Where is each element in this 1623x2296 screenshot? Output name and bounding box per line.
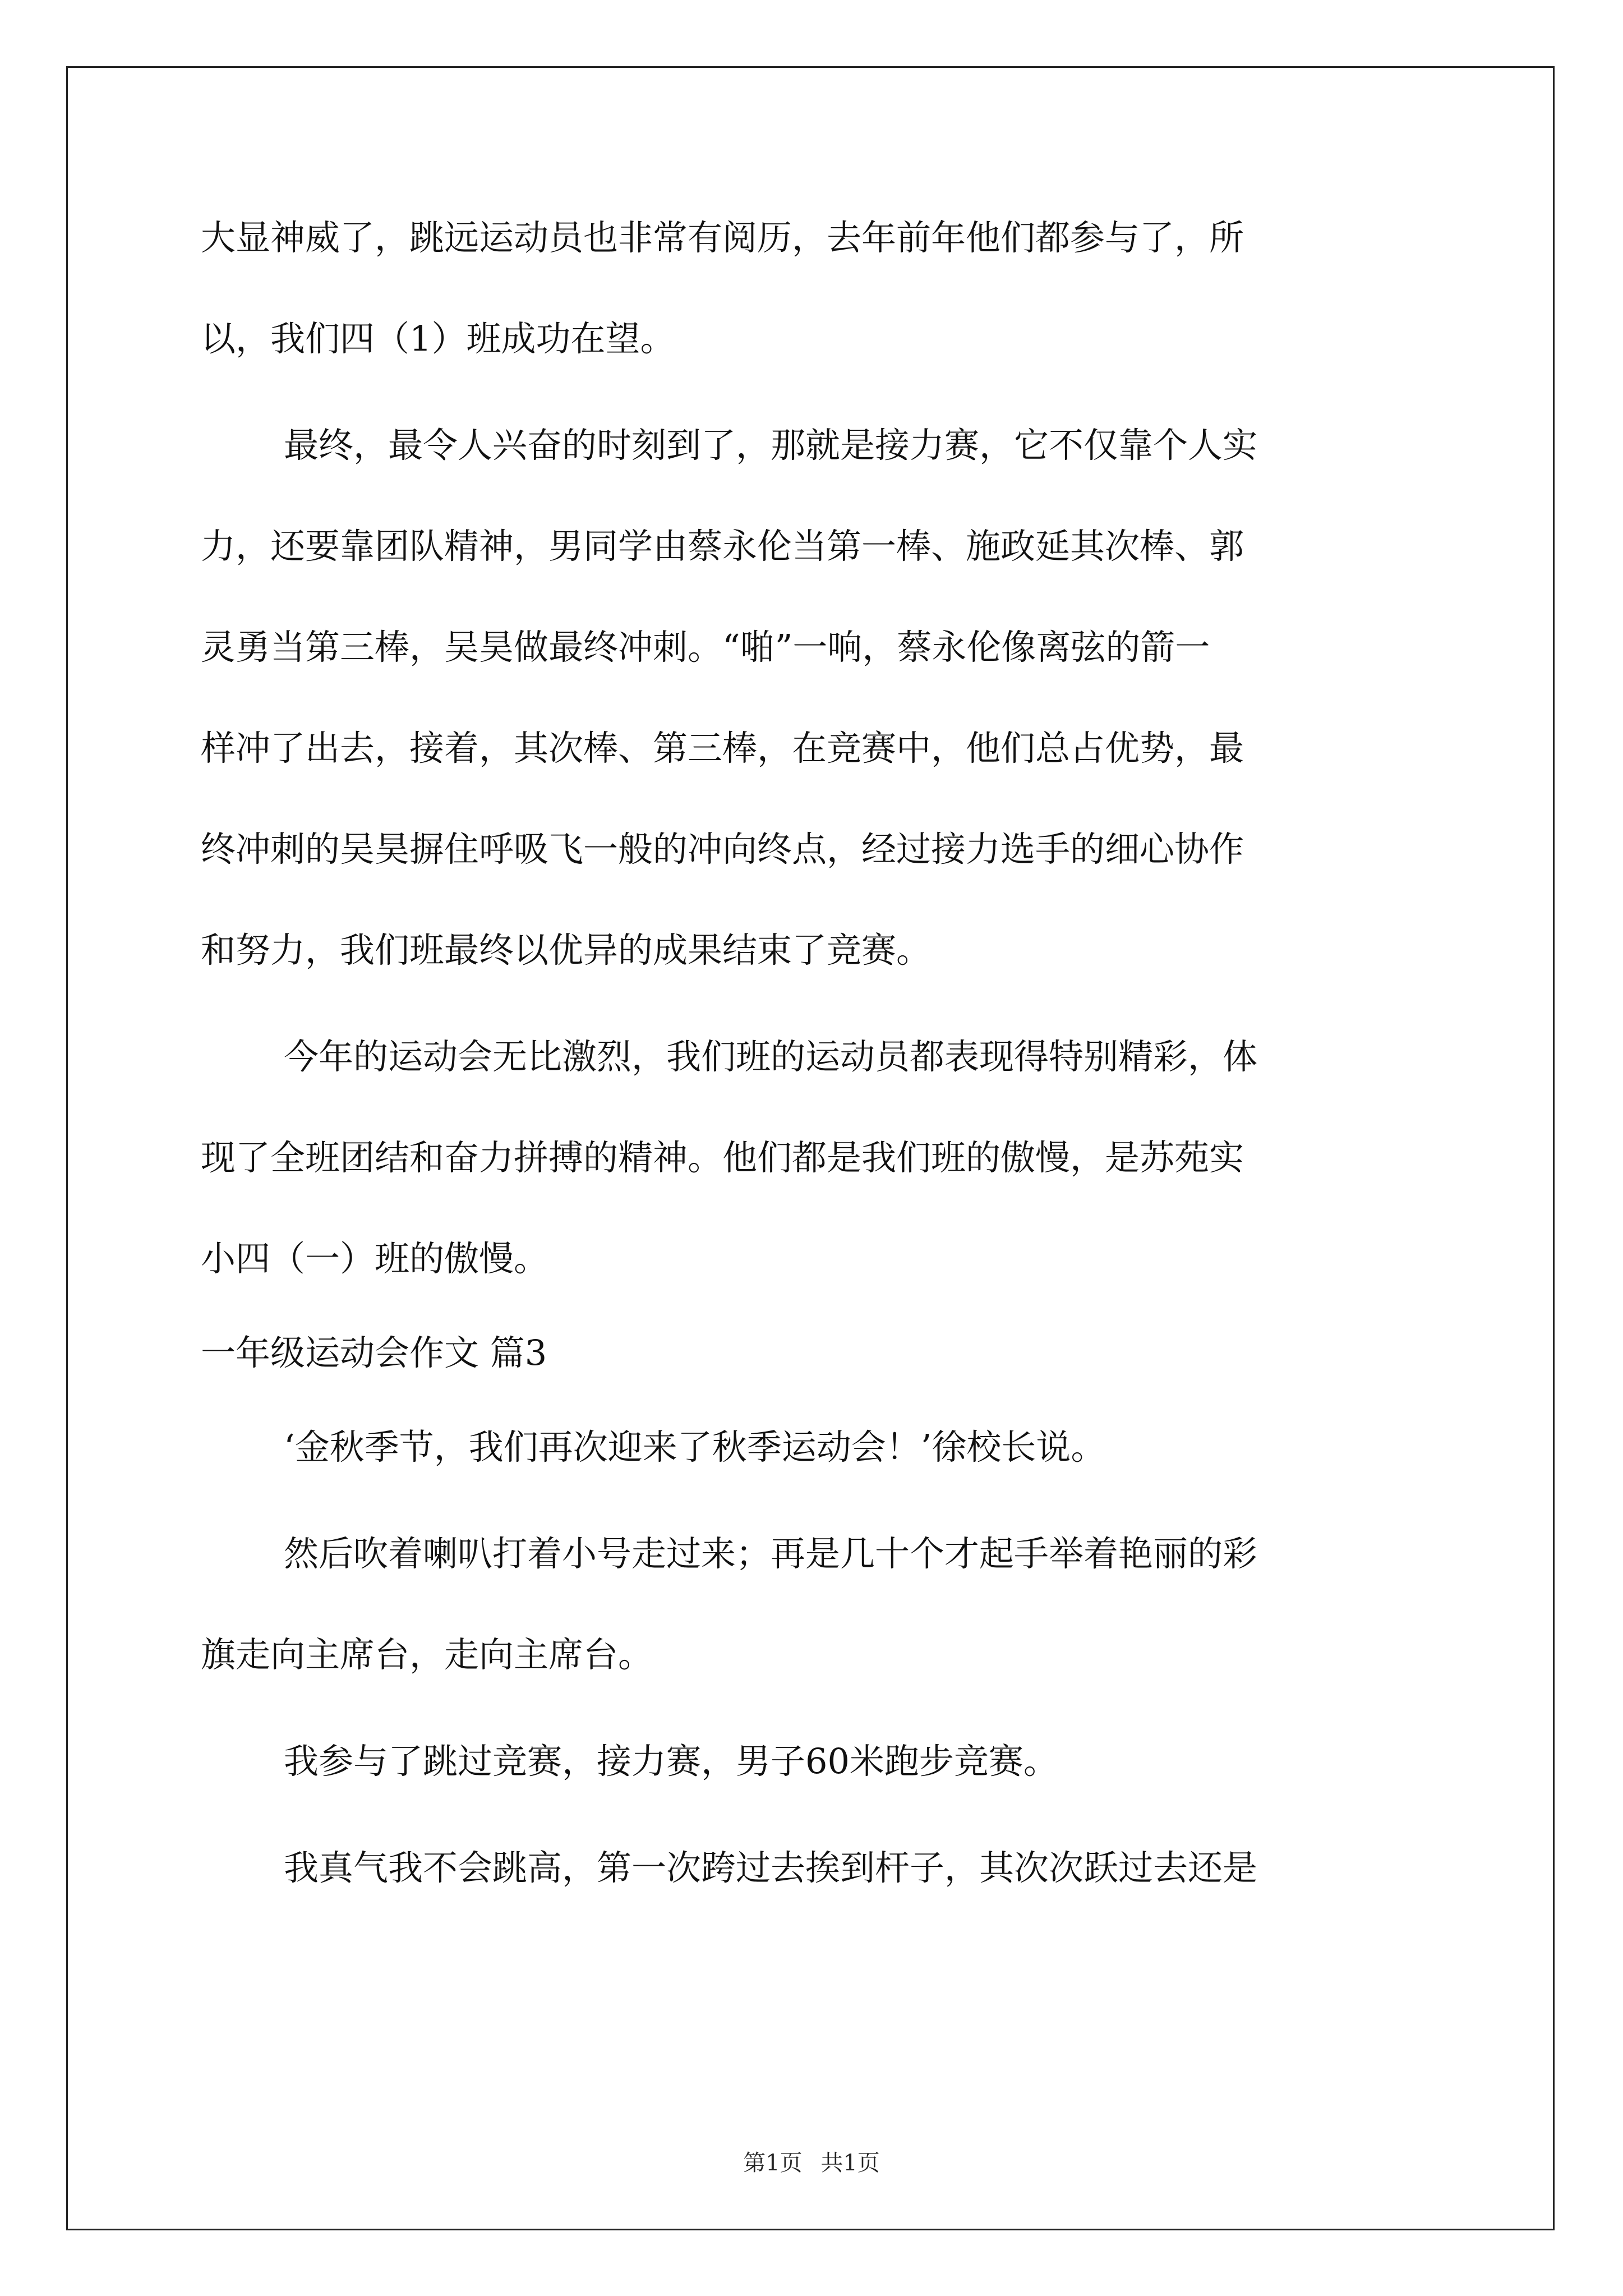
section-heading: 一年级运动会作文 篇3 xyxy=(201,1332,547,1373)
text-line: 我参与了跳过竞赛，接力赛，男子60米跑步竞赛。 xyxy=(284,1741,1058,1782)
text-line: 大显神威了，跳远运动员也非常有阅历，去年前年他们都参与了，所 xyxy=(201,217,1244,258)
text-line: 我真气我不会跳高，第一次跨过去挨到杆子，其次次跃过去还是 xyxy=(284,1847,1258,1888)
text-line: 和努力，我们班最终以优异的成果结束了竞赛。 xyxy=(201,930,932,970)
page-footer xyxy=(0,2146,1623,2180)
text-line: 终冲刺的吴昊摒住呼吸飞一般的冲向终点，经过接力选手的细心协作 xyxy=(201,829,1244,869)
text-line: 灵勇当第三棒，吴昊做最终冲刺。“啪”一响，蔡永伦像离弦的箭一 xyxy=(201,627,1210,668)
text-line: 以，我们四（1）班成功在望。 xyxy=(201,318,675,359)
text-line: 然后吹着喇叭打着小号走过来；再是几十个才起手举着艳丽的彩 xyxy=(284,1533,1258,1574)
page-number-total: 共1页 xyxy=(820,2150,880,2176)
text-line: 小四（一）班的傲慢。 xyxy=(201,1238,549,1279)
text-line: 样冲了出去，接着，其次棒、第三棒，在竞赛中，他们总占优势，最 xyxy=(201,728,1244,769)
text-line: 力，还要靠团队精神，男同学由蔡永伦当第一棒、施政延其次棒、郭 xyxy=(201,526,1244,567)
text-line: 最终，最令人兴奋的时刻到了，那就是接力赛，它不仅靠个人实 xyxy=(284,425,1258,466)
text-line: 旗走向主席台，走向主席台。 xyxy=(201,1634,653,1675)
text-line: ‘金秋季节，我们再次迎来了秋季运动会！’徐校长说。 xyxy=(284,1427,1106,1467)
page-number-current: 第1页 xyxy=(743,2150,803,2176)
text-line: 今年的运动会无比激烈，我们班的运动员都表现得特别精彩，体 xyxy=(284,1036,1258,1077)
text-line: 现了全班团结和奋力拼搏的精神。他们都是我们班的傲慢，是苏苑实 xyxy=(201,1137,1244,1178)
document-body xyxy=(201,213,1423,1893)
